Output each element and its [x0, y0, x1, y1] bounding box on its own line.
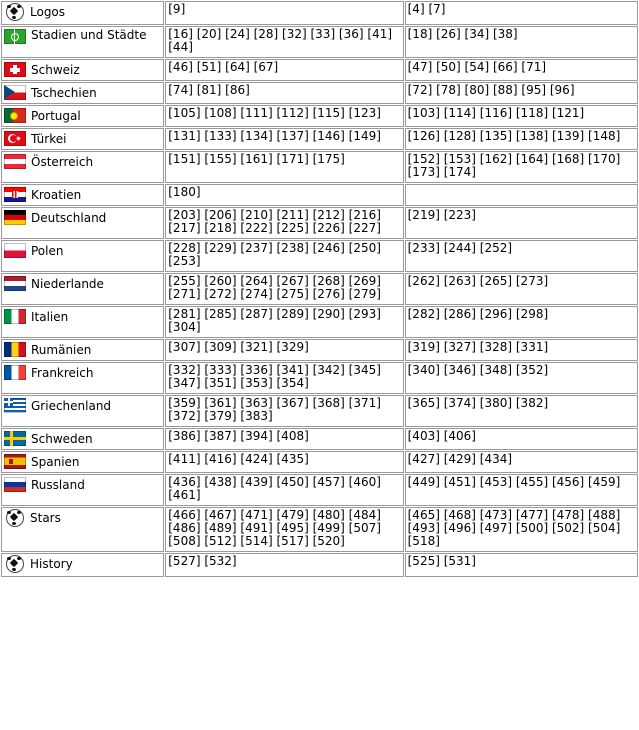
flag-switzerland-icon [4, 62, 26, 77]
table-row [1, 105, 638, 127]
category-cell [1, 273, 164, 305]
table-row [1, 82, 638, 104]
category-cell [1, 428, 164, 450]
numbers-column-1: [131] [133] [134] [137] [146] [149] [165, 128, 403, 150]
category-cell [1, 207, 164, 239]
flag-spain-icon [4, 454, 26, 469]
numbers-column-2: [319] [327] [328] [331] [405, 339, 638, 361]
numbers-column-1: [105] [108] [111] [112] [115] [123] [165, 105, 403, 127]
numbers-column-1: [436] [438] [439] [450] [457] [460] [461] [165, 474, 403, 506]
numbers-column-1: [281] [285] [287] [289] [290] [293] [304] [165, 306, 403, 338]
flag-sweden-icon [4, 431, 26, 446]
category-label: Italien [31, 310, 69, 324]
numbers-column-2: [47] [50] [54] [66] [71] [405, 59, 638, 81]
numbers-column-2: [4] [7] [405, 1, 638, 25]
numbers-column-2: [103] [114] [116] [118] [121] [405, 105, 638, 127]
category-label: Österreich [31, 155, 94, 169]
category-label: Deutschland [31, 211, 107, 225]
table-row [1, 339, 638, 361]
numbers-column-1: [180] [165, 184, 403, 206]
table-row [1, 240, 638, 272]
numbers-column-2: [262] [263] [265] [273] [405, 273, 638, 305]
numbers-column-1: [527] [532] [165, 553, 403, 577]
table-row [1, 362, 638, 394]
flag-croatia-icon [4, 187, 26, 202]
numbers-column-1: [203] [206] [210] [211] [212] [216] [217] [218] [222] [225] [226] [227] [165, 207, 403, 239]
soccer-ball-icon [6, 555, 24, 573]
category-label: Frankreich [31, 366, 94, 380]
soccer-pitch-icon [4, 29, 26, 44]
table-row [1, 26, 638, 58]
table-row [1, 428, 638, 450]
table-row [1, 507, 638, 552]
flag-france-icon [4, 365, 26, 380]
numbers-column-2: [72] [78] [80] [88] [95] [96] [405, 82, 638, 104]
category-label: Niederlande [31, 277, 104, 291]
category-label: Schweiz [31, 63, 80, 77]
category-cell [1, 362, 164, 394]
table-row [1, 451, 638, 473]
table-row [1, 474, 638, 506]
table-row [1, 553, 638, 577]
category-label: Türkei [31, 132, 67, 146]
numbers-column-1: [411] [416] [424] [435] [165, 451, 403, 473]
numbers-column-2: [18] [26] [34] [38] [405, 26, 638, 58]
numbers-column-2 [405, 184, 638, 206]
category-label: Polen [31, 244, 64, 258]
numbers-column-1: [386] [387] [394] [408] [165, 428, 403, 450]
flag-russia-icon [4, 477, 26, 492]
flag-turkey-icon [4, 131, 26, 146]
table-row [1, 395, 638, 427]
soccer-ball-icon [6, 509, 24, 527]
flag-germany-icon [4, 210, 26, 225]
flag-czech-republic-icon [4, 85, 26, 100]
numbers-column-2: [233] [244] [252] [405, 240, 638, 272]
numbers-column-2: [449] [451] [453] [455] [456] [459] [405, 474, 638, 506]
category-label: Rumänien [31, 343, 92, 357]
category-label: Russland [31, 478, 85, 492]
category-cell [1, 82, 164, 104]
category-cell [1, 240, 164, 272]
numbers-column-2: [465] [468] [473] [477] [478] [488] [493] [496] [497] [500] [502] [504] [518] [405, 507, 638, 552]
table-row [1, 273, 638, 305]
category-label: Logos [30, 5, 66, 19]
numbers-column-2: [340] [346] [348] [352] [405, 362, 638, 394]
category-cell [1, 26, 164, 58]
numbers-column-2: [152] [153] [162] [164] [168] [170] [173] [174] [405, 151, 638, 183]
table-row [1, 128, 638, 150]
numbers-column-1: [255] [260] [264] [267] [268] [269] [271] [272] [274] [275] [276] [279] [165, 273, 403, 305]
category-cell [1, 1, 164, 25]
numbers-column-2: [427] [429] [434] [405, 451, 638, 473]
table-row [1, 151, 638, 183]
category-label: Stars [30, 511, 61, 525]
flag-austria-icon [4, 154, 26, 169]
flag-italy-icon [4, 309, 26, 324]
sticker-index-body [1, 1, 638, 577]
flag-portugal-icon [4, 108, 26, 123]
category-label: History [30, 557, 73, 571]
category-cell [1, 306, 164, 338]
flag-greece-icon [4, 398, 26, 413]
category-label: Spanien [31, 455, 80, 469]
category-cell [1, 105, 164, 127]
numbers-column-1: [46] [51] [64] [67] [165, 59, 403, 81]
category-label: Griechenland [31, 399, 112, 413]
category-cell [1, 507, 164, 552]
numbers-column-2: [282] [286] [296] [298] [405, 306, 638, 338]
numbers-column-1: [74] [81] [86] [165, 82, 403, 104]
category-cell [1, 151, 164, 183]
category-cell [1, 339, 164, 361]
numbers-column-1: [359] [361] [363] [367] [368] [371] [372] [379] [383] [165, 395, 403, 427]
category-cell [1, 128, 164, 150]
category-cell [1, 474, 164, 506]
numbers-column-1: [307] [309] [321] [329] [165, 339, 403, 361]
soccer-ball-icon [6, 3, 24, 21]
category-label: Stadien und Städte [31, 28, 147, 42]
numbers-column-2: [365] [374] [380] [382] [405, 395, 638, 427]
numbers-column-2: [403] [406] [405, 428, 638, 450]
category-label: Schweden [31, 432, 93, 446]
category-label: Portugal [31, 109, 81, 123]
flag-netherlands-icon [4, 276, 26, 291]
category-cell [1, 451, 164, 473]
table-row [1, 207, 638, 239]
category-cell [1, 395, 164, 427]
table-row [1, 59, 638, 81]
numbers-column-1: [9] [165, 1, 403, 25]
flag-poland-icon [4, 243, 26, 258]
category-cell [1, 184, 164, 206]
table-row [1, 306, 638, 338]
table-row [1, 1, 638, 25]
table-row [1, 184, 638, 206]
numbers-column-1: [16] [20] [24] [28] [32] [33] [36] [41] [44] [165, 26, 403, 58]
numbers-column-1: [332] [333] [336] [341] [342] [345] [347] [351] [353] [354] [165, 362, 403, 394]
numbers-column-1: [151] [155] [161] [171] [175] [165, 151, 403, 183]
category-cell [1, 553, 164, 577]
numbers-column-2: [126] [128] [135] [138] [139] [148] [405, 128, 638, 150]
category-label: Kroatien [31, 188, 82, 202]
category-label: Tschechien [31, 86, 97, 100]
numbers-column-2: [219] [223] [405, 207, 638, 239]
flag-romania-icon [4, 342, 26, 357]
numbers-column-1: [466] [467] [471] [479] [480] [484] [486] [489] [491] [495] [499] [507] [508] [512] [514] [517] [520] [165, 507, 403, 552]
category-cell [1, 59, 164, 81]
numbers-column-1: [228] [229] [237] [238] [246] [250] [253] [165, 240, 403, 272]
numbers-column-2: [525] [531] [405, 553, 638, 577]
